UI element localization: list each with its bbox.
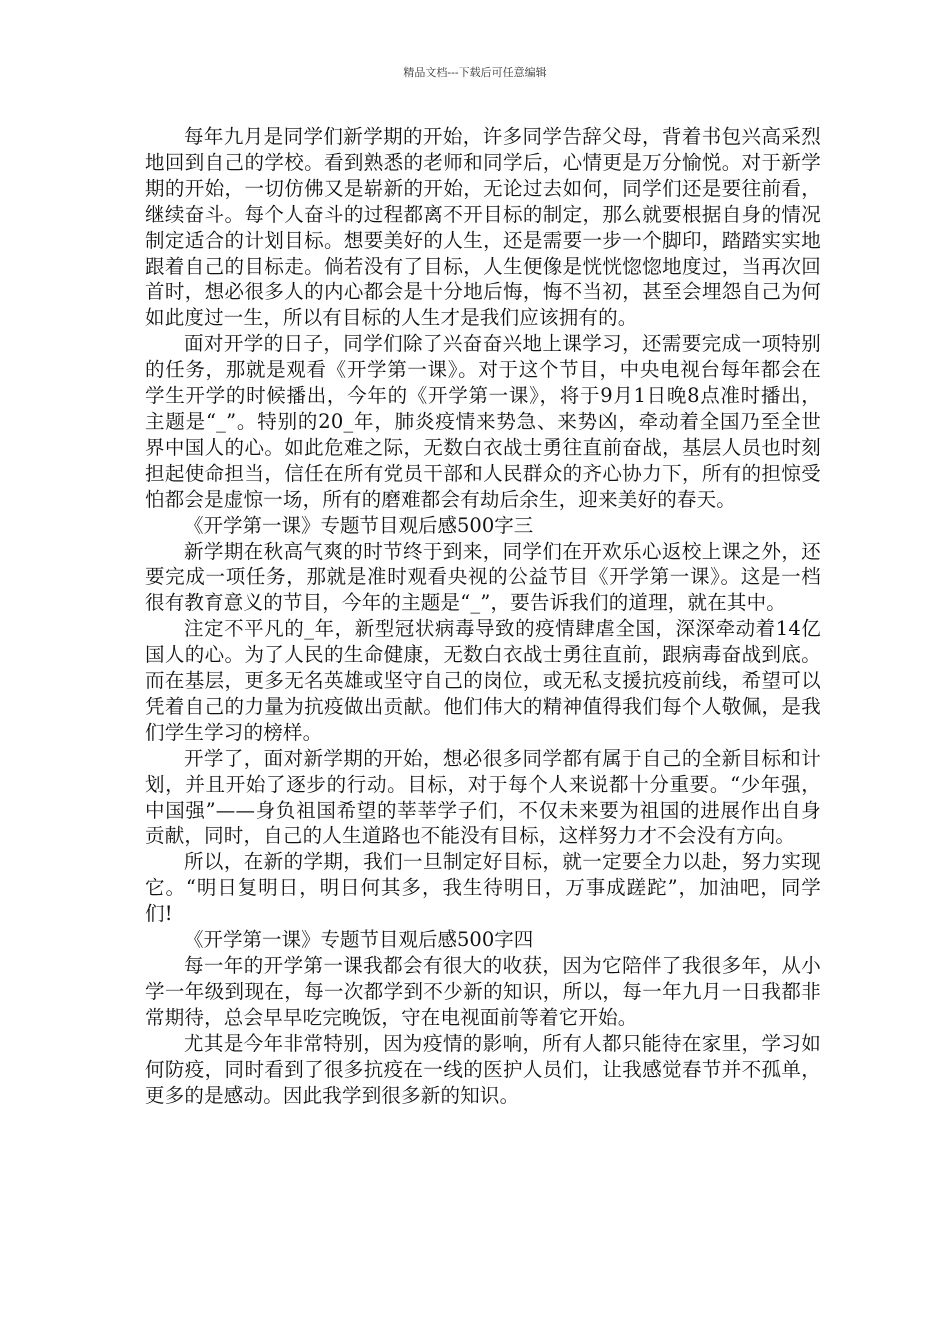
page-header: 精品文档---下载后可任意编辑 bbox=[403, 66, 547, 79]
paragraph-1: 每年九月是同学们新学期的开始，许多同学告辞父母，背着书包兴高采烈地回到自己的学校。看到熟悉的老师和同学后，心情更是万分愉悦。对于新学期的开始，一切仿佛又是崭新的开始，无论过去如何，同学们还是要往前看，继续奋斗。每个人奋斗的过程都离不开目标的制定，那么就要根据自身的情况制定适合的计划目标。想要美好的人生，还是需要一步一个脚印，踏踏实实地跟着自己的目标走。倘若没有了目标，人生便像是恍恍惚惚地度过，当再次回首时，想必很多人的内心都会是十分地后悔，悔不当初，甚至会埋怨自己为何如此度过一生，所以有目标的人生才是我们应该拥有的。 bbox=[145, 125, 821, 330]
section-heading-four: 《开学第一课》专题节目观后感500字四 bbox=[184, 928, 534, 952]
document-body bbox=[145, 124, 821, 1108]
paragraph-3: 新学期在秋高气爽的时节终于到来，同学们在开欢乐心返校上课之外，还要完成一项任务，那就是准时观看央视的公益节目《开学第一课》。这是一档很有教育意义的节目，今年的主题是“_”，要告诉我们的道理，就在其中。 bbox=[145, 539, 821, 615]
paragraph-5: 开学了，面对新学期的开始，想必很多同学都有属于自己的全新目标和计划，并且开始了逐步的行动。目标，对于每个人来说都十分重要。“少年强，中国强”——身负祖国希望的莘莘学子们，不仅未来要为祖国的进展作出自身贡献，同时，自己的人生道路也不能没有目标，这样努力才不会没有方向。 bbox=[145, 746, 821, 848]
paragraph-4: 注定不平凡的_年，新型冠状病毒导致的疫情肆虐全国，深深牵动着14亿国人的心。为了人民的生命健康，无数白衣战士勇往直前，跟病毒奋战到底。而在基层，更多无名英雄或坚守自己的岗位，或无私支援抗疫前线，希望可以凭着自己的力量为抗疫做出贡献。他们伟大的精神值得我们每个人敬佩，是我们学生学习的榜样。 bbox=[145, 617, 821, 744]
section-heading-three: 《开学第一课》专题节目观后感500字三 bbox=[184, 513, 534, 537]
paragraph-7: 每一年的开学第一课我都会有很大的收获，因为它陪伴了我很多年，从小学一年级到现在，每一次都学到不少新的知识，所以，每一年九月一日我都非常期待，总会早早吃完晚饭，守在电视面前等着它开始。 bbox=[145, 954, 821, 1029]
paragraph-2: 面对开学的日子，同学们除了兴奋奋兴地上课学习，还需要完成一项特别的任务，那就是观看《开学第一课》。对于这个节目，中央电视台每年都会在学生开学的时候播出，今年的《开学第一课》，将于9月1日晚8点准时播出，主题是“_”。特别的20_年，肺炎疫情来势急、来势凶，牵动着全国乃至全世界中国人的心。如此危难之际，无数白衣战士勇往直前奋战，基层人员也时刻担起使命担当，信任在所有党员干部和人民群众的齐心协力下，所有的担惊受怕都会是虚惊一场，所有的磨难都会有劫后余生，迎来美好的春天。 bbox=[145, 332, 821, 511]
paragraph-6: 所以，在新的学期，我们一旦制定好目标，就一定要全力以赴，努力实现它。“明日复明日，明日何其多，我生待明日，万事成蹉跎”，加油吧，同学们! bbox=[145, 850, 821, 926]
paragraph-8: 尤其是今年非常特别，因为疫情的影响，所有人都只能待在家里，学习如何防疫，同时看到了很多抗疫在一线的医护人员们，让我感觉春节并不孤单，更多的是感动。因此我学到很多新的知识。 bbox=[145, 1031, 821, 1107]
